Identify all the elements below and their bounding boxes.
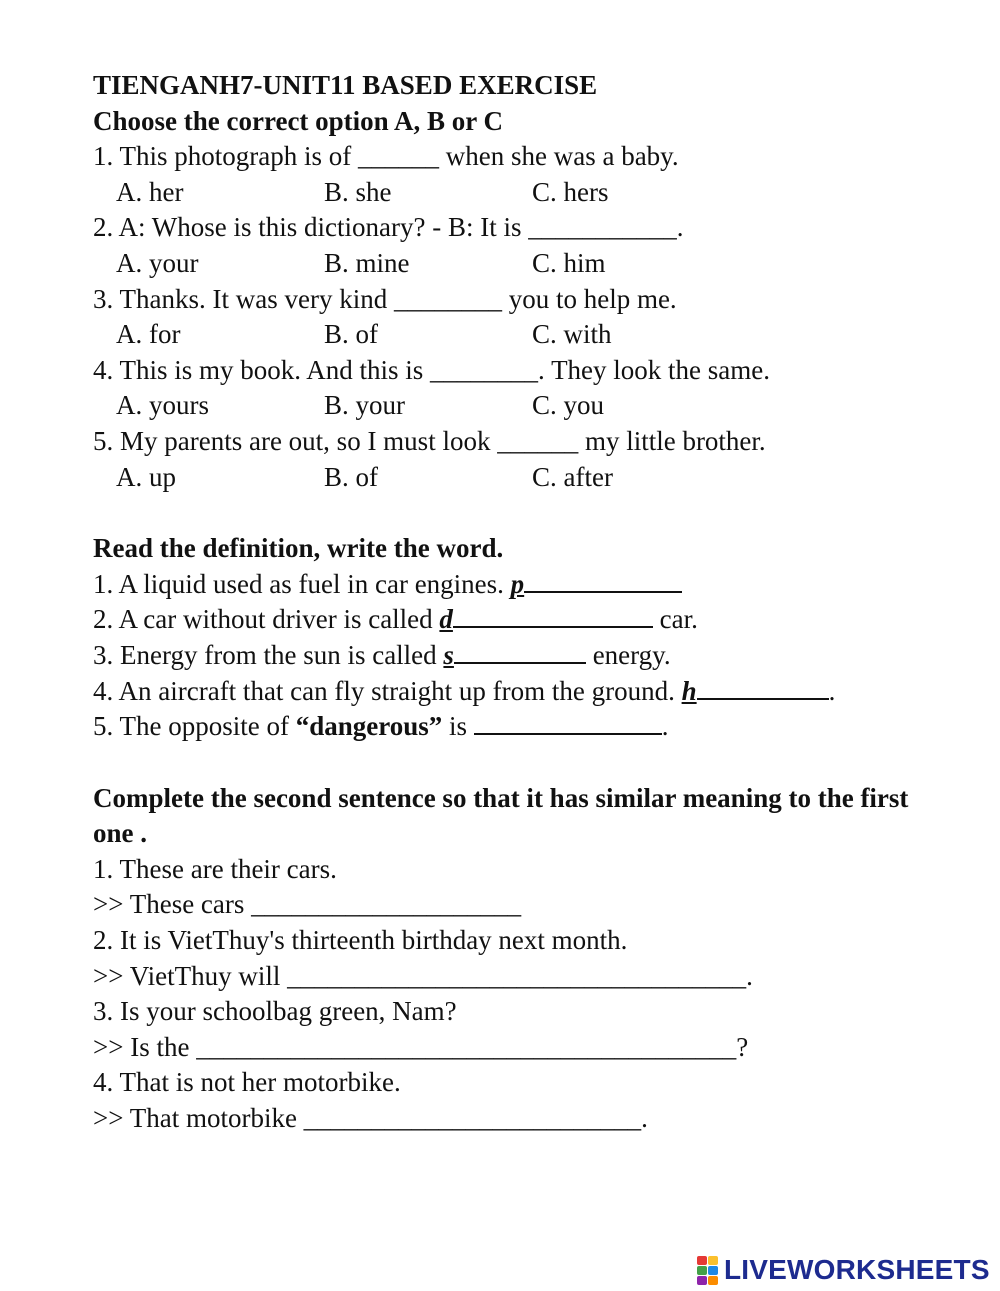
- option-c[interactable]: C. him: [532, 247, 606, 278]
- logo-block: [708, 1266, 718, 1275]
- definition-5: [93, 709, 953, 745]
- option-a[interactable]: A. for: [116, 319, 181, 350]
- option-c[interactable]: C. hers: [532, 176, 609, 207]
- sentence-2: 2. It is VietThuy's thirteenth birthday next month.: [93, 925, 628, 956]
- answer-blank[interactable]: [454, 640, 586, 664]
- option-a[interactable]: A. up: [116, 461, 176, 492]
- question-5: 5. My parents are out, so I must look ______ my little brother.: [93, 425, 766, 456]
- rewrite-4[interactable]: >> That motorbike _________________________.: [93, 1103, 648, 1134]
- hint-letter: s: [443, 639, 454, 670]
- definition-text: 3. Energy from the sun is called: [93, 639, 444, 670]
- hint-letter: d: [439, 604, 453, 635]
- liveworksheets-logo: [697, 1253, 990, 1287]
- sentence-4: 4. That is not her motorbike.: [93, 1067, 401, 1098]
- logo-text: LIVEWORKSHEETS: [724, 1254, 990, 1285]
- definition-4: [93, 674, 953, 710]
- section2-heading: Read the definition, write the word.: [93, 533, 504, 564]
- spacer: [93, 745, 953, 781]
- definition-2: [93, 602, 953, 638]
- worksheet: [93, 68, 953, 1137]
- option-b[interactable]: B. of: [324, 319, 378, 350]
- option-a[interactable]: A. your: [116, 247, 199, 278]
- sentence-1: 1. These are their cars.: [93, 853, 337, 884]
- definition-3: [93, 638, 953, 674]
- definition-after: energy.: [585, 639, 671, 670]
- rewrite-2[interactable]: >> VietThuy will __________________________________.: [93, 960, 753, 991]
- answer-blank[interactable]: [697, 676, 829, 700]
- logo-block: [697, 1276, 707, 1285]
- question-1: 1. This photograph is of ______ when she was a baby.: [93, 141, 679, 172]
- answer-blank[interactable]: [474, 711, 662, 735]
- spacer: [93, 495, 953, 531]
- options-3: [93, 317, 953, 353]
- option-b[interactable]: B. mine: [324, 247, 410, 278]
- definition-is: is: [442, 711, 474, 742]
- definition-text: 1. A liquid used as fuel in car engines.: [93, 568, 511, 599]
- option-c[interactable]: C. you: [532, 390, 605, 421]
- question-4: 4. This is my book. And this is ________. They look the same.: [93, 354, 771, 385]
- option-a[interactable]: A. yours: [116, 390, 209, 421]
- definition-end: .: [661, 711, 669, 742]
- options-5: [93, 460, 953, 496]
- section3-heading: Complete the second sentence so that it has similar meaning to the first one .: [93, 782, 909, 849]
- keyword: “dangerous”: [295, 711, 443, 742]
- option-b[interactable]: B. of: [324, 461, 378, 492]
- logo-block: [697, 1266, 707, 1275]
- definition-1: [93, 567, 953, 603]
- logo-icon: [697, 1256, 718, 1285]
- hint-letter: h: [681, 675, 697, 706]
- sentence-3: 3. Is your schoolbag green, Nam?: [93, 996, 457, 1027]
- hint-letter: p: [510, 568, 525, 599]
- options-4: [93, 388, 953, 424]
- options-1: [93, 175, 953, 211]
- option-b[interactable]: B. your: [324, 390, 405, 421]
- section1-heading: Choose the correct option A, B or C: [93, 105, 503, 136]
- definition-after: car.: [652, 604, 698, 635]
- logo-block: [708, 1256, 718, 1265]
- answer-blank[interactable]: [453, 604, 653, 628]
- definition-after: .: [828, 675, 836, 706]
- logo-block: [708, 1276, 718, 1285]
- option-c[interactable]: C. with: [532, 319, 612, 350]
- question-3: 3. Thanks. It was very kind ________ you to help me.: [93, 283, 677, 314]
- answer-blank[interactable]: [524, 569, 682, 593]
- option-a[interactable]: A. her: [116, 176, 184, 207]
- rewrite-1[interactable]: >> These cars ____________________: [93, 889, 522, 920]
- definition-text: 4. An aircraft that can fly straight up from the ground.: [93, 675, 682, 706]
- logo-block: [697, 1256, 707, 1265]
- question-2: 2. A: Whose is this dictionary? - B: It is ___________.: [93, 212, 684, 243]
- rewrite-3[interactable]: >> Is the ________________________________________?: [93, 1031, 749, 1062]
- worksheet-title: TIENGANH7-UNIT11 BASED EXERCISE: [93, 70, 598, 100]
- options-2: [93, 246, 953, 282]
- definition-text: 5. The opposite of: [93, 711, 296, 742]
- option-b[interactable]: B. she: [324, 176, 392, 207]
- definition-text: 2. A car without driver is called: [93, 604, 440, 635]
- option-c[interactable]: C. after: [532, 461, 613, 492]
